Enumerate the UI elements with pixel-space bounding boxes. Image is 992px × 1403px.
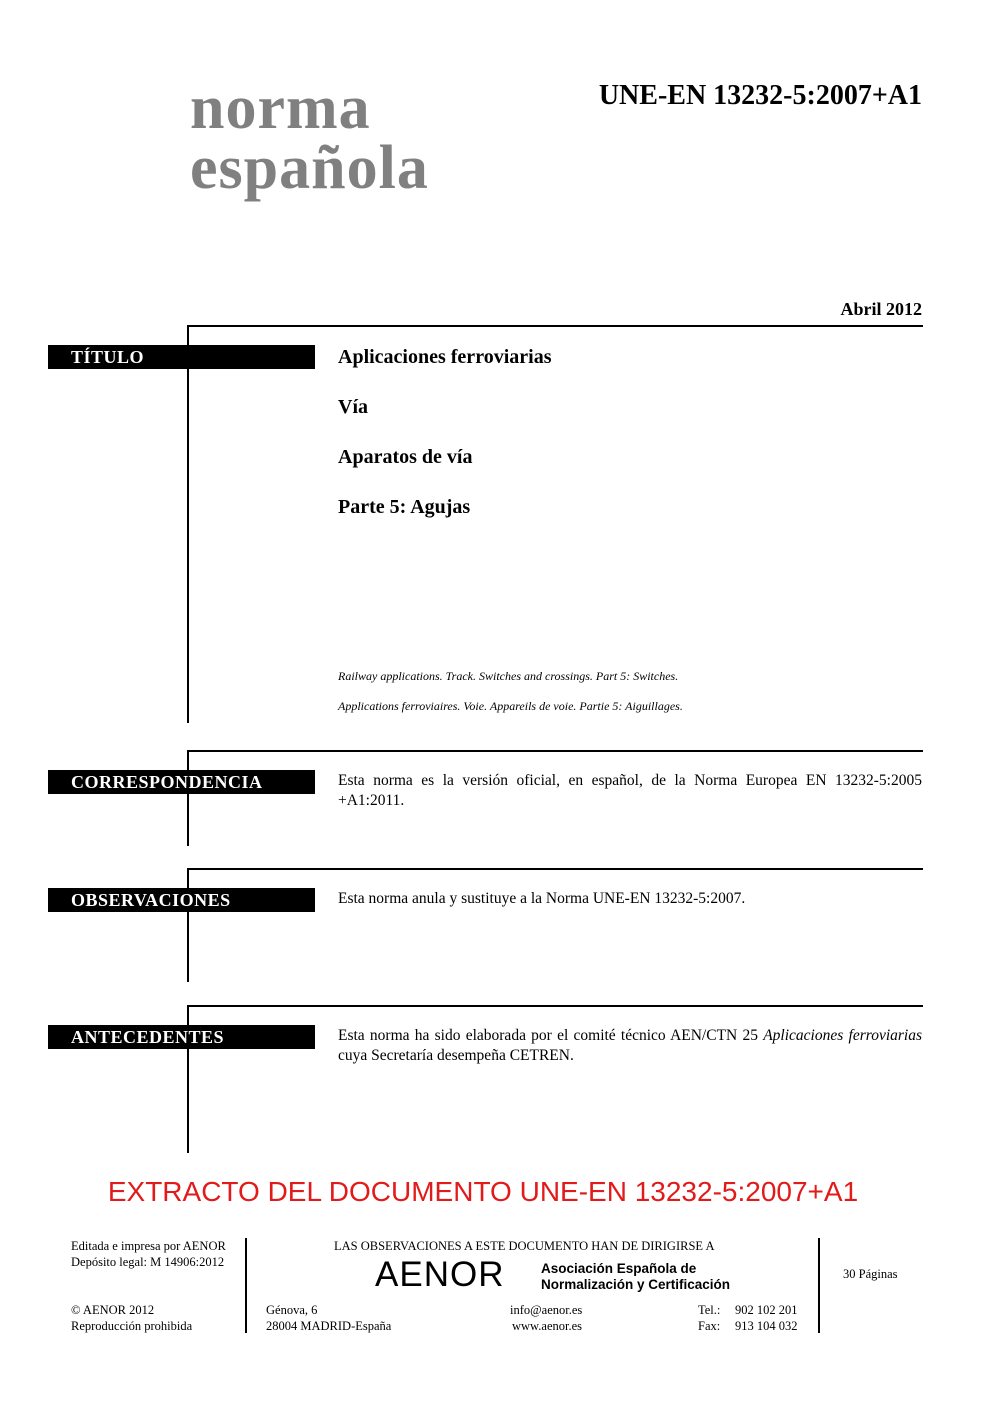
observaciones-text: Esta norma anula y sustituye a la Norma UNE-EN 13232-5:2007. bbox=[338, 890, 746, 907]
observaciones-vertical-rule bbox=[187, 868, 189, 982]
antecedentes-text bbox=[338, 1026, 922, 1066]
title-line-2: Vía bbox=[338, 396, 368, 418]
titulo-label: TÍTULO bbox=[48, 345, 315, 369]
footer-reproduccion: Reproducción prohibida bbox=[71, 1319, 193, 1333]
aenor-assoc-line-1: Asociación Española de bbox=[541, 1261, 697, 1276]
observaciones-label: OBSERVACIONES bbox=[48, 888, 315, 912]
observaciones-top-rule bbox=[187, 868, 923, 870]
brand-line-2: española bbox=[190, 134, 429, 202]
aenor-association-name bbox=[541, 1261, 730, 1293]
footer-email[interactable]: info@aenor.es bbox=[510, 1303, 583, 1317]
titulo-top-rule bbox=[187, 325, 923, 327]
antecedentes-committee-name: Aplicaciones ferroviarias bbox=[763, 1027, 922, 1044]
title-line-1: Aplicaciones ferroviarias bbox=[338, 346, 552, 368]
title-line-4: Parte 5: Agujas bbox=[338, 496, 471, 518]
footer-address-line-2: 28004 MADRID-España bbox=[266, 1319, 392, 1333]
footer-divider-right bbox=[818, 1238, 820, 1333]
publication-date: Abril 2012 bbox=[840, 299, 922, 319]
footer-page-count: 30 Páginas bbox=[843, 1267, 898, 1281]
title-french: Applications ferroviaires. Voie. Appareils de voie. Partie 5: Aiguillages. bbox=[338, 699, 683, 713]
correspondencia-top-rule bbox=[187, 750, 923, 752]
footer-copyright: © AENOR 2012 bbox=[71, 1303, 155, 1317]
footer-deposito-legal: Depósito legal: M 14906:2012 bbox=[71, 1255, 225, 1269]
brand-title bbox=[190, 74, 429, 202]
correspondencia-vertical-rule bbox=[187, 750, 189, 846]
correspondencia-label: CORRESPONDENCIA bbox=[48, 770, 315, 794]
brand-line-1: norma bbox=[190, 74, 371, 142]
antecedentes-text-after: cuya Secretaría desempeña CETREN. bbox=[338, 1047, 574, 1064]
title-english: Railway applications. Track. Switches and crossings. Part 5: Switches. bbox=[338, 669, 679, 683]
antecedentes-label: ANTECEDENTES bbox=[48, 1025, 315, 1049]
standard-code: UNE-EN 13232-5:2007+A1 bbox=[598, 80, 922, 111]
footer-observaciones-header: LAS OBSERVACIONES A ESTE DOCUMENTO HAN DE DIRIGIRSE A bbox=[334, 1239, 715, 1253]
footer-web[interactable]: www.aenor.es bbox=[512, 1319, 583, 1333]
aenor-assoc-line-2: Normalización y Certificación bbox=[541, 1277, 731, 1292]
footer-tel: 902 102 201 bbox=[735, 1303, 798, 1317]
footer-editada: Editada e impresa por AENOR bbox=[71, 1239, 226, 1253]
footer-address-line-1: Génova, 6 bbox=[266, 1303, 318, 1317]
footer-fax-label: Fax: bbox=[698, 1319, 721, 1333]
antecedentes-text-before: Esta norma ha sido elaborada por el comité técnico AEN/CTN 25 bbox=[338, 1027, 764, 1044]
title-line-3: Aparatos de vía bbox=[338, 446, 473, 468]
footer-tel-label: Tel.: bbox=[698, 1303, 721, 1317]
correspondencia-text: Esta norma es la versión oficial, en español, de la Norma Europea EN 13232-5:2005 +A1:2011. bbox=[338, 772, 922, 809]
extract-notice: EXTRACTO DEL DOCUMENTO UNE-EN 13232-5:2007+A1 bbox=[107, 1176, 859, 1207]
aenor-logo: AENOR bbox=[375, 1255, 505, 1294]
footer-divider-left bbox=[245, 1238, 247, 1333]
antecedentes-top-rule bbox=[187, 1005, 923, 1007]
titulo-vertical-rule bbox=[187, 325, 189, 723]
footer-fax: 913 104 032 bbox=[735, 1319, 798, 1333]
